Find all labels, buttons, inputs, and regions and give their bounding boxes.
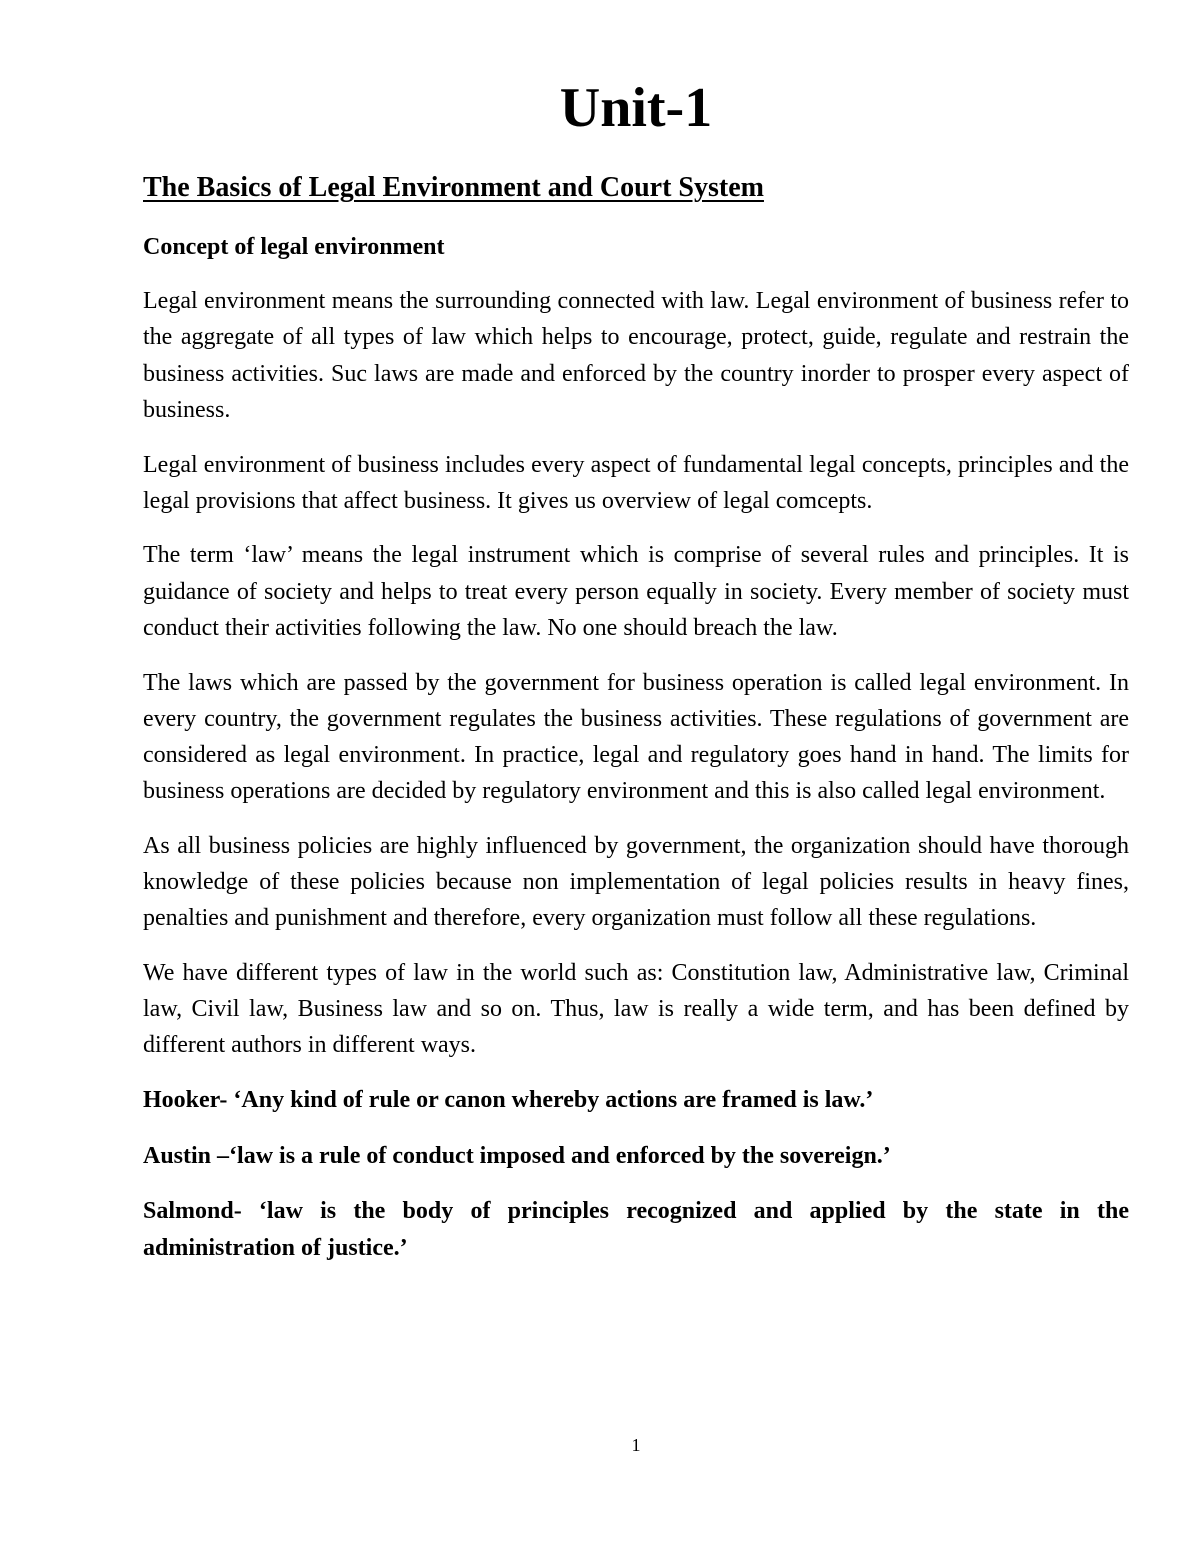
paragraph: The laws which are passed by the government for business operation is called legal environment. In every country, the government regulates the business activities. These regulations of government are considered as legal environment. In practice, legal and regulatory goes hand in hand. The limits for business operations are decided by regulatory environment and this is also called legal environment. [143,669,1129,805]
section-heading: Concept of legal environment [143,234,445,260]
paragraph: We have different types of law in the world such as: Constitution law, Administrative law, Criminal law, Civil law, Business law and so on. Thus, law is really a wide term, and has been defined by different authors in different ways. [143,959,1129,1059]
document-body [143,229,1129,1285]
paragraph: Legal environment means the surrounding connected with law. Legal environment of business refer to the aggregate of all types of law which helps to encourage, protect, guide, regulate and restrain the business activities. Suc laws are made and enforced by the country inorder to prosper every aspect of business. [143,288,1129,423]
paragraph: As all business policies are highly influenced by government, the organization should have thorough knowledge of these policies because non implementation of legal policies results in heavy fines, penalties and punishment and therefore, every organization must follow all these regulations. [143,832,1129,932]
chapter-title: The Basics of Legal Environment and Court System [143,172,764,203]
paragraph: Legal environment of business includes every aspect of fundamental legal concepts, principles and the legal provisions that affect business. It gives us overview of legal comcepts. [143,451,1129,514]
definition-austin: Austin –‘law is a rule of conduct imposed and enforced by the sovereign.’ [143,1142,891,1169]
unit-title: Unit-1 [559,77,713,139]
definition-salmond: Salmond- ‘law is the body of principles recognized and applied by the state in the administration of justice.’ [143,1198,1129,1261]
paragraph: The term ‘law’ means the legal instrument which is comprise of several rules and principles. It is guidance of society and helps to treat every person equally in society. Every member of society must conduct their activities following the law. No one should breach the law. [143,542,1129,641]
page-number: 1 [631,1435,641,1455]
definition-hooker: Hooker- ‘Any kind of rule or canon whereby actions are framed is law.’ [143,1087,874,1114]
